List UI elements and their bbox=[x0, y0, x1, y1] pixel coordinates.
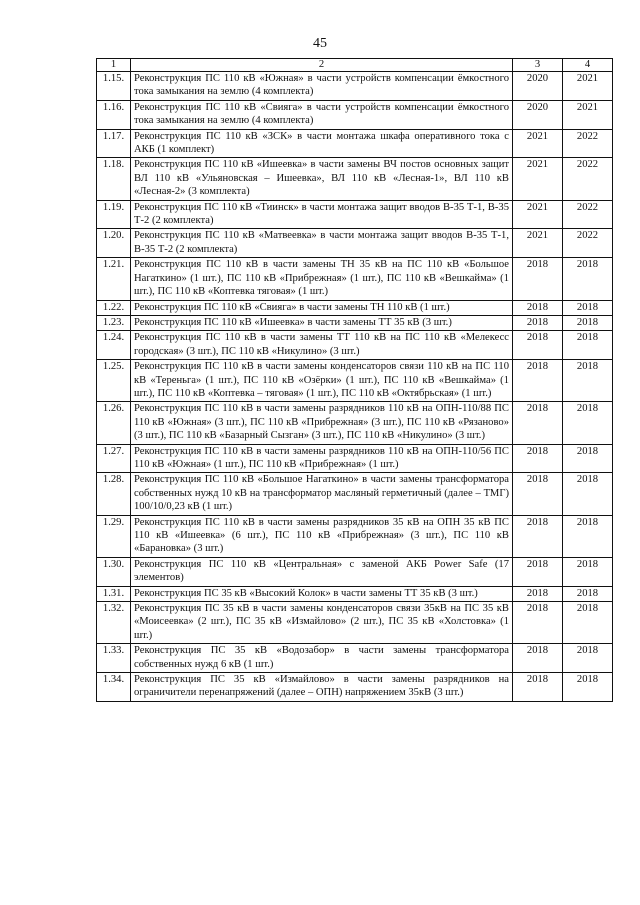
row-description-cell: Реконструкция ПС 110 кВ «Матвеевка» в части монтажа защит вводов В-35 Т-1, В-35 Т-2 (2 комплекта) bbox=[131, 229, 513, 258]
row-description-cell: Реконструкция ПС 110 кВ «Ишеевка» в части замены ТТ 35 кВ (3 шт.) bbox=[131, 315, 513, 330]
row-number-cell: 1.18. bbox=[97, 158, 131, 200]
table-row bbox=[97, 515, 613, 557]
row-start-year-cell: 2018 bbox=[513, 258, 563, 300]
row-description-cell: Реконструкция ПС 110 кВ «Свияга» в части устройств компенсации ёмкостного тока замыкания на землю (4 комплекта) bbox=[131, 100, 513, 129]
row-description-cell: Реконструкция ПС 110 кВ «Большое Нагаткино» в части замены трансформатора собственных нужд 10 кВ на трансформатор масляный герметичный (далее – ТМГ) 100/10/0,23 кВ (1 шт.) bbox=[131, 473, 513, 515]
row-end-year-cell: 2018 bbox=[563, 515, 613, 557]
row-start-year-cell: 2018 bbox=[513, 300, 563, 315]
row-number-cell: 1.24. bbox=[97, 331, 131, 360]
page-number: 45 bbox=[313, 36, 327, 51]
row-start-year-cell: 2018 bbox=[513, 360, 563, 402]
row-description-cell: Реконструкция ПС 110 кВ «Тиинск» в части монтажа защит вводов В-35 Т-1, В-35 Т-2 (2 комплекта) bbox=[131, 200, 513, 229]
row-number-cell: 1.32. bbox=[97, 602, 131, 644]
table-row bbox=[97, 402, 613, 444]
table-row bbox=[97, 229, 613, 258]
table-row bbox=[97, 557, 613, 586]
row-description-cell: Реконструкция ПС 35 кВ в части замены конденсаторов связи 35кВ на ПС 35 кВ «Моисеевка» (2 шт.), ПС 35 кВ «Измайлово» (2 шт.), ПС 35 кВ «Холстовка» (1 шт.) bbox=[131, 602, 513, 644]
row-start-year-cell: 2020 bbox=[513, 72, 563, 101]
row-number-cell: 1.20. bbox=[97, 229, 131, 258]
row-start-year-cell: 2018 bbox=[513, 402, 563, 444]
row-description-cell: Реконструкция ПС 35 кВ «Высокий Колок» в части замены ТТ 35 кВ (3 шт.) bbox=[131, 586, 513, 601]
row-number-cell: 1.29. bbox=[97, 515, 131, 557]
row-description-cell: Реконструкция ПС 110 кВ «Свияга» в части замены ТН 110 кВ (1 шт.) bbox=[131, 300, 513, 315]
row-start-year-cell: 2018 bbox=[513, 473, 563, 515]
row-start-year-cell: 2018 bbox=[513, 331, 563, 360]
row-start-year-cell: 2021 bbox=[513, 229, 563, 258]
header-col-end-year: 4 bbox=[563, 59, 613, 72]
header-col-number: 1 bbox=[97, 59, 131, 72]
row-number-cell: 1.16. bbox=[97, 100, 131, 129]
table-row bbox=[97, 331, 613, 360]
row-number-cell: 1.22. bbox=[97, 300, 131, 315]
row-number-cell: 1.23. bbox=[97, 315, 131, 330]
table-row bbox=[97, 129, 613, 158]
header-col-start-year: 3 bbox=[513, 59, 563, 72]
row-description-cell: Реконструкция ПС 35 кВ «Водозабор» в части замены трансформатора собственных нужд 6 кВ (1 шт.) bbox=[131, 644, 513, 673]
row-end-year-cell: 2022 bbox=[563, 200, 613, 229]
row-start-year-cell: 2018 bbox=[513, 557, 563, 586]
row-start-year-cell: 2021 bbox=[513, 129, 563, 158]
table-body bbox=[97, 72, 613, 702]
row-description-cell: Реконструкция ПС 110 кВ «Центральная» с заменой АКБ Power Safe (17 элементов) bbox=[131, 557, 513, 586]
row-end-year-cell: 2018 bbox=[563, 602, 613, 644]
row-end-year-cell: 2018 bbox=[563, 557, 613, 586]
row-description-cell: Реконструкция ПС 110 кВ «Ишеевка» в части замены ВЧ постов основных защит ВЛ 110 кВ «Ульяновская – Ишеевка», ВЛ 110 кВ «Лесная-1», ВЛ 110 кВ «Лесная-2» (3 комплекта) bbox=[131, 158, 513, 200]
row-number-cell: 1.21. bbox=[97, 258, 131, 300]
row-end-year-cell: 2018 bbox=[563, 586, 613, 601]
row-number-cell: 1.27. bbox=[97, 444, 131, 473]
table-row bbox=[97, 673, 613, 702]
row-start-year-cell: 2018 bbox=[513, 444, 563, 473]
table-header-row bbox=[97, 59, 613, 72]
row-end-year-cell: 2018 bbox=[563, 644, 613, 673]
row-start-year-cell: 2018 bbox=[513, 673, 563, 702]
row-end-year-cell: 2021 bbox=[563, 72, 613, 101]
row-number-cell: 1.26. bbox=[97, 402, 131, 444]
row-start-year-cell: 2021 bbox=[513, 200, 563, 229]
table-row bbox=[97, 72, 613, 101]
row-description-cell: Реконструкция ПС 110 кВ «ЗСК» в части монтажа шкафа оперативного тока с АКБ (1 комплект) bbox=[131, 129, 513, 158]
row-number-cell: 1.15. bbox=[97, 72, 131, 101]
row-end-year-cell: 2018 bbox=[563, 315, 613, 330]
row-number-cell: 1.34. bbox=[97, 673, 131, 702]
row-description-cell: Реконструкция ПС 110 кВ в части замены конденсаторов связи 110 кВ на ПС 110 кВ «Тереньга» (1 шт.), ПС 110 кВ «Озёрки» (1 шт.), ПС 110 кВ «Вешкайма» (1 шт.), ПС 110 кВ «Коптевка – тяговая» (1 шт.), ПС 110 кВ «Октябрьская» (1 шт.) bbox=[131, 360, 513, 402]
row-end-year-cell: 2021 bbox=[563, 100, 613, 129]
row-end-year-cell: 2022 bbox=[563, 158, 613, 200]
row-start-year-cell: 2018 bbox=[513, 586, 563, 601]
reconstruction-table bbox=[96, 58, 613, 702]
table-row bbox=[97, 200, 613, 229]
row-end-year-cell: 2018 bbox=[563, 331, 613, 360]
table-row bbox=[97, 100, 613, 129]
row-description-cell: Реконструкция ПС 35 кВ «Измайлово» в части замены разрядников на ограничители перенапряжений (далее – ОПН) напряжением 35кВ (3 шт.) bbox=[131, 673, 513, 702]
row-description-cell: Реконструкция ПС 110 кВ в части замены ТН 35 кВ на ПС 110 кВ «Большое Нагаткино» (1 шт.), ПС 110 кВ «Прибрежная» (1 шт.), ПС 110 кВ «Вешкайма» (1 шт.), ПС 110 кВ «Коптевка тяговая» (1 шт.) bbox=[131, 258, 513, 300]
row-end-year-cell: 2018 bbox=[563, 402, 613, 444]
row-end-year-cell: 2018 bbox=[563, 444, 613, 473]
row-number-cell: 1.17. bbox=[97, 129, 131, 158]
row-start-year-cell: 2018 bbox=[513, 315, 563, 330]
row-start-year-cell: 2021 bbox=[513, 158, 563, 200]
row-start-year-cell: 2018 bbox=[513, 602, 563, 644]
row-end-year-cell: 2018 bbox=[563, 673, 613, 702]
row-description-cell: Реконструкция ПС 110 кВ в части замены разрядников 110 кВ на ОПН-110/56 ПС 110 кВ «Южная» (1 шт.), ПС 110 кВ «Прибрежная» (1 шт.) bbox=[131, 444, 513, 473]
row-description-cell: Реконструкция ПС 110 кВ в части замены разрядников 35 кВ на ОПН 35 кВ ПС 110 кВ «Ишеевка» (6 шт.), ПС 110 кВ «Прибрежная» (3 шт.), ПС 110 кВ «Барановка» (3 шт.) bbox=[131, 515, 513, 557]
table-row bbox=[97, 315, 613, 330]
row-description-cell: Реконструкция ПС 110 кВ в части замены разрядников 110 кВ на ОПН-110/88 ПС 110 кВ «Южная» (3 шт.), ПС 110 кВ «Прибрежная» (3 шт.), ПС 110 кВ «Рязаново» (3 шт.), ПС 110 кВ «Базарный Сызган» (3 шт.), ПС 110 кВ «Никулино» (3 шт.) bbox=[131, 402, 513, 444]
table-row bbox=[97, 300, 613, 315]
table-row bbox=[97, 444, 613, 473]
row-number-cell: 1.19. bbox=[97, 200, 131, 229]
row-end-year-cell: 2018 bbox=[563, 300, 613, 315]
table-row bbox=[97, 602, 613, 644]
row-end-year-cell: 2018 bbox=[563, 473, 613, 515]
row-end-year-cell: 2022 bbox=[563, 229, 613, 258]
table-row bbox=[97, 258, 613, 300]
header-col-description: 2 bbox=[131, 59, 513, 72]
table-row bbox=[97, 586, 613, 601]
table-row bbox=[97, 158, 613, 200]
table-row bbox=[97, 473, 613, 515]
row-number-cell: 1.30. bbox=[97, 557, 131, 586]
row-description-cell: Реконструкция ПС 110 кВ в части замены ТТ 110 кВ на ПС 110 кВ «Мелекесс городская» (3 шт.), ПС 110 кВ «Никулино» (3 шт.) bbox=[131, 331, 513, 360]
row-description-cell: Реконструкция ПС 110 кВ «Южная» в части устройств компенсации ёмкостного тока замыкания на землю (4 комплекта) bbox=[131, 72, 513, 101]
table-row bbox=[97, 644, 613, 673]
row-start-year-cell: 2018 bbox=[513, 644, 563, 673]
table-row bbox=[97, 360, 613, 402]
row-start-year-cell: 2020 bbox=[513, 100, 563, 129]
row-number-cell: 1.25. bbox=[97, 360, 131, 402]
row-end-year-cell: 2018 bbox=[563, 258, 613, 300]
row-number-cell: 1.31. bbox=[97, 586, 131, 601]
row-number-cell: 1.28. bbox=[97, 473, 131, 515]
row-end-year-cell: 2018 bbox=[563, 360, 613, 402]
row-end-year-cell: 2022 bbox=[563, 129, 613, 158]
row-start-year-cell: 2018 bbox=[513, 515, 563, 557]
row-number-cell: 1.33. bbox=[97, 644, 131, 673]
